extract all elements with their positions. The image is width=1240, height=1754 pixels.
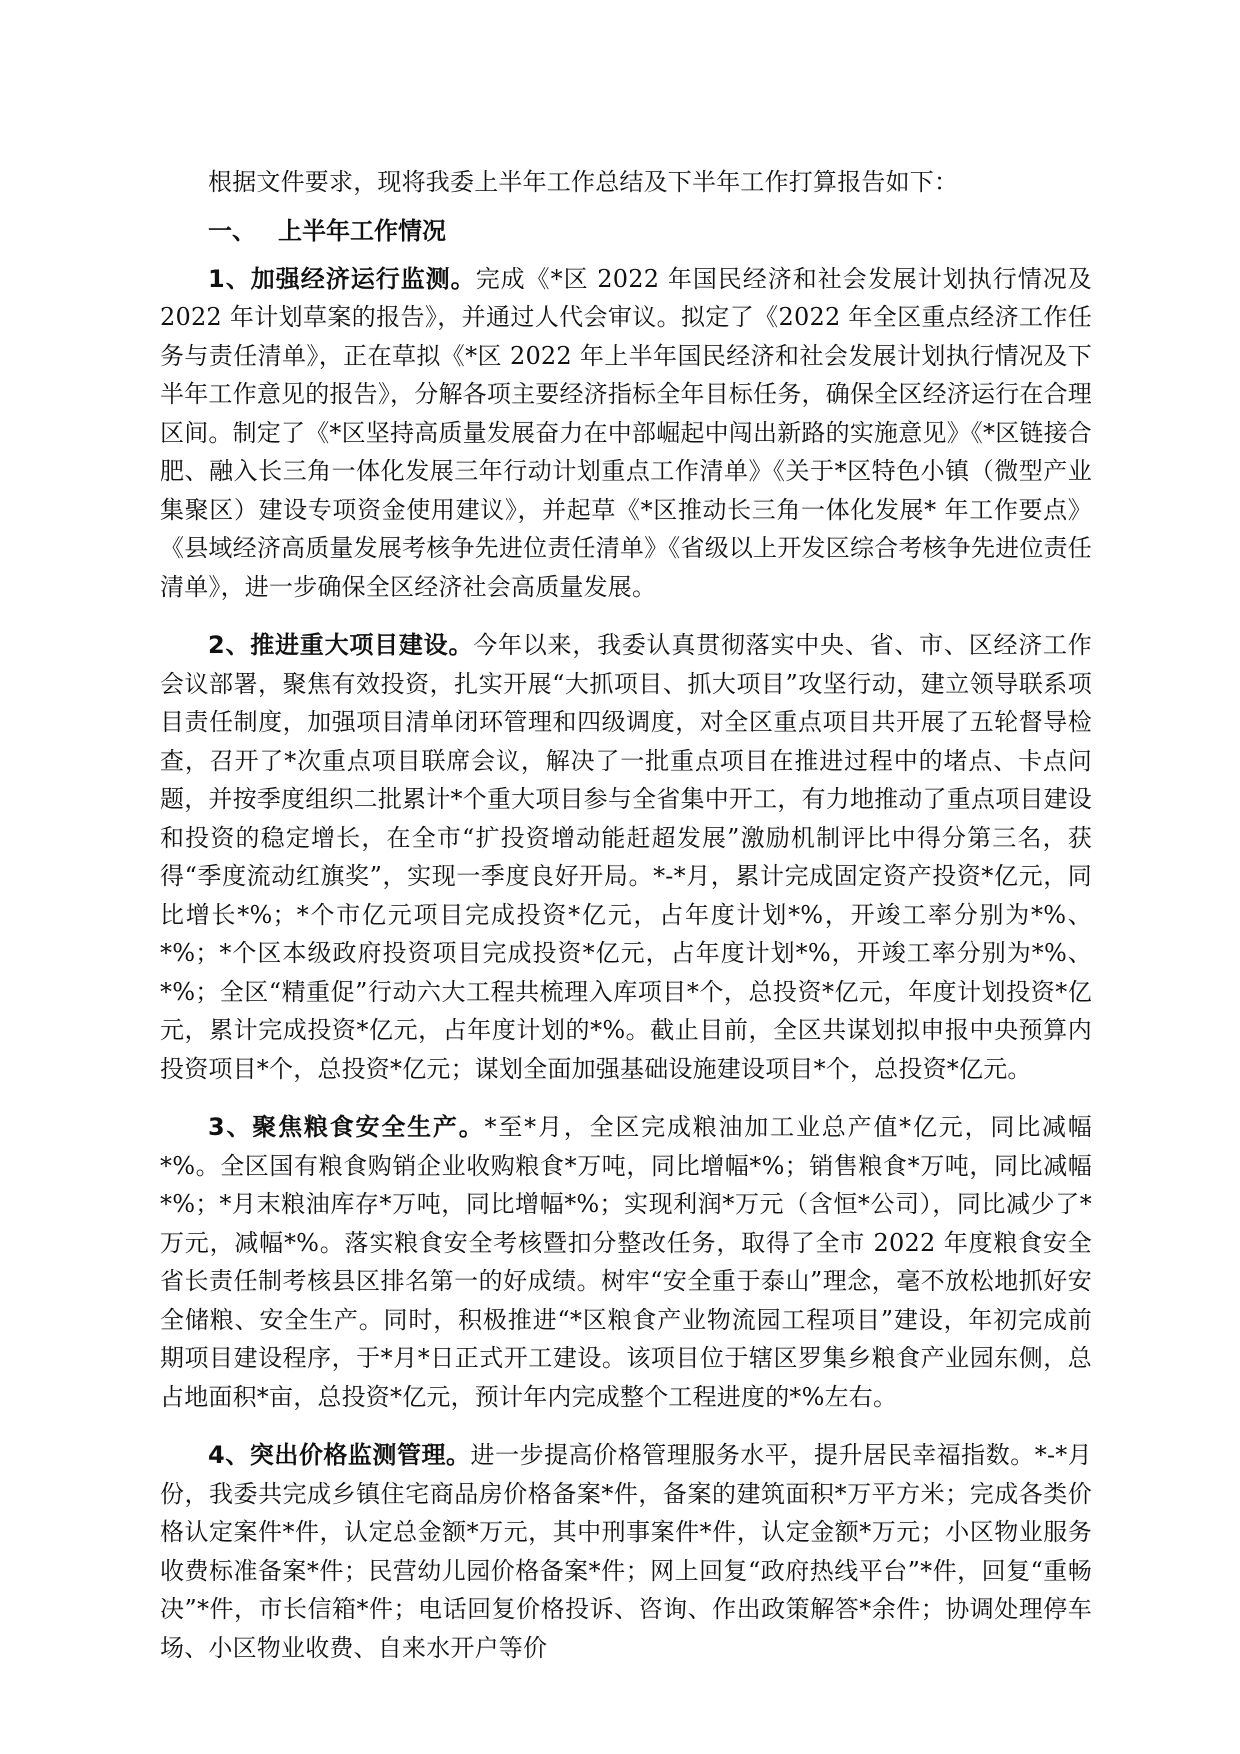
item-body: 完成《*区 2022 年国民经济和社会发展计划执行情况及 2022 年计划草案的报告》，并通过人代会审议。拟定了《2022 年全区重点经济工作任务与责任清单》，正在草拟《*区 2022 年上半年国民经济和社会发展计划执行情况及下半年工作意见的报告》，分解各项主要经济指标全年目标任务，确保全区经济运行在合理区间。制定了《*区坚持高质量发展奋力在中部崛起中闯出新路的实施意见》《*区链接合肥、融入长三角一体化发展三年行动计划重点工作清单》《关于*区特色小镇（微型产业集聚区）建设专项资金使用建议》，并起草《*区推动长三角一体化发展* 年工作要点》《县域经济高质量发展考核争先进位责任清单》《省级以上开发区综合考核争先进位责任清单》，进一步确保全区经济社会高质量发展。	[160, 264, 1093, 601]
document-page	[160, 163, 1092, 1687]
intro-paragraph: 根据文件要求，现将我委上半年工作总结及下半年工作打算报告如下：	[208, 168, 959, 196]
item-major-projects	[160, 626, 1092, 1088]
section-number: 一、	[208, 216, 256, 245]
item-economic-monitoring	[160, 260, 1092, 607]
item-body: 今年以来，我委认真贯彻落实中央、省、市、区经济工作会议部署，聚焦有效投资，扎实开展“大抓项目、抓大项目”攻坚行动，建立领导联系项目责任制度，加强项目清单闭环管理和四级调度，对全区重点项目共开展了五轮督导检查，召开了*次重点项目联席会议，解决了一批重点项目在推进过程中的堵点、卡点问题，并按季度组织二批累计*个重大项目参与全省集中开工，有力地推动了重点项目建设和投资的稳定增长，在全市“扩投资增动能赶超发展”激励机制评比中得分第三名，获得“季度流动红旗奖”，实现一季度良好开局。*-*月，累计完成固定资产投资*亿元，同比增长*%；*个市亿元项目完成投资*亿元，占年度计划*%，开竣工率分别为*%、*%；*个区本级政府投资项目完成投资*亿元，占年度计划*%，开竣工率分别为*%、*%；全区“精重促”行动六大工程共梳理入库项目*个，总投资*亿元，年度计划投资*亿元，累计完成投资*亿元，占年度计划的*%。截止目前，全区共谋划拟申报中央预算内投资项目*个，总投资*亿元；谋划全面加强基础设施建设项目*个，总投资*亿元。	[160, 631, 1092, 1083]
item-price-monitoring	[160, 1436, 1092, 1667]
item-grain-safety	[160, 1108, 1092, 1416]
item-lead: 3、聚焦粮食安全生产。	[208, 1113, 485, 1141]
item-lead: 2、推进重大项目建设。	[208, 631, 474, 659]
item-lead: 1、加强经济运行监测。	[208, 264, 476, 293]
item-body: *至*月，全区完成粮油加工业总产值*亿元，同比减幅*%。全区国有粮食购销企业收购粮食*万吨，同比增幅*%；销售粮食*万吨，同比减幅*%；*月末粮油库存*万吨，同比增幅*%；实现利润*万元（含恒*公司），同比减少了*万元，减幅*%。落实粮食安全考核暨扣分整改任务，取得了全市 2022 年度粮食安全省长责任制考核县区排名第一的好成绩。树牢“安全重于泰山”理念，毫不放松地抓好安全储粮、安全生产。同时，积极推进“*区粮食产业物流园工程项目”建设，年初完成前期项目建设程序，于*月*日正式开工建设。该项目位于辖区罗集乡粮食产业园东侧，总占地面积*亩，总投资*亿元，预计年内完成整个工程进度的*%左右。	[160, 1113, 1092, 1411]
item-lead: 4、突出价格监测管理。	[208, 1441, 471, 1469]
item-body: 进一步提高价格管理服务水平，提升居民幸福指数。*-*月份，我委共完成乡镇住宅商品房价格备案*件，备案的建筑面积*万平方米；完成各类价格认定案件*件，认定总金额*万元，其中刑事案件*件，认定金额*万元；小区物业服务收费标准备案*件；民营幼儿园价格备案*件；网上回复“政府热线平台”*件，回复“重畅决”*件，市长信箱*件；电话回复价格投诉、咨询、作出政策解答*余件；协调处理停车场、小区物业收费、自来水开户等价	[160, 1441, 1092, 1662]
section-title: 上半年工作情况	[278, 216, 446, 245]
section-heading	[160, 212, 1092, 250]
